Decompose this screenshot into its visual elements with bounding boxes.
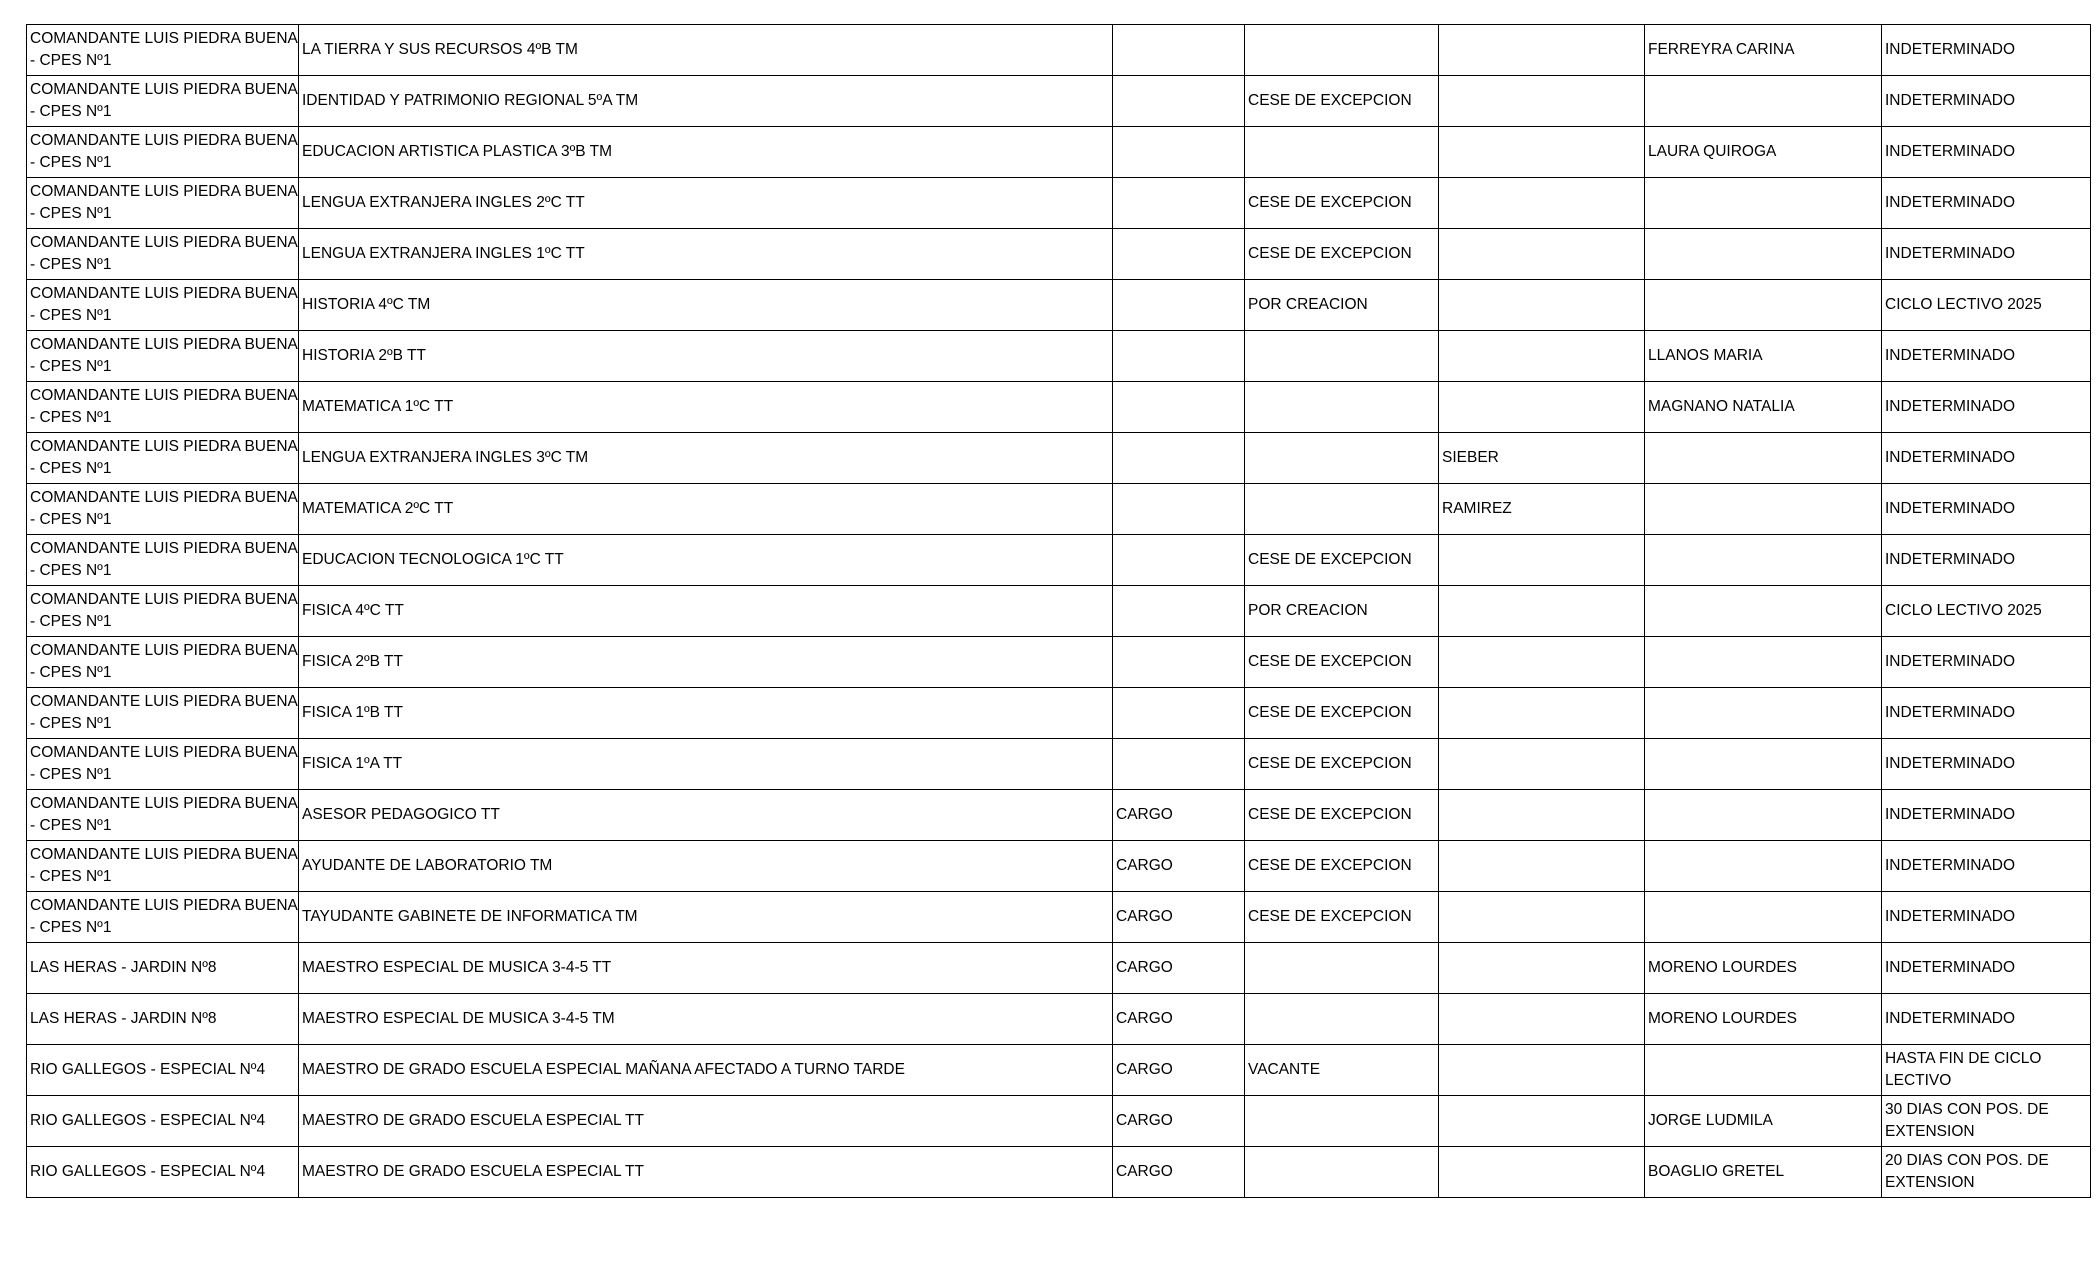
table-row (27, 586, 2091, 637)
position-type-cell (1113, 688, 1245, 739)
teacher-cell (1645, 739, 1882, 790)
holder-cell (1439, 280, 1645, 331)
reason-cell (1245, 994, 1439, 1045)
holder-cell (1439, 637, 1645, 688)
subject-cell: MAESTRO ESPECIAL DE MUSICA 3-4-5 TM (299, 994, 1113, 1045)
holder-cell (1439, 1096, 1645, 1147)
reason-cell: POR CREACION (1245, 586, 1439, 637)
subject-cell: EDUCACION TECNOLOGICA 1ºC TT (299, 535, 1113, 586)
teacher-cell (1645, 841, 1882, 892)
position-type-cell (1113, 382, 1245, 433)
table-body (27, 25, 2091, 1198)
holder-cell (1439, 76, 1645, 127)
period-cell: INDETERMINADO (1882, 994, 2091, 1045)
table-row (27, 178, 2091, 229)
holder-cell (1439, 688, 1645, 739)
school-cell: LAS HERAS - JARDIN Nº8 (27, 943, 299, 994)
subject-cell: MATEMATICA 1ºC TT (299, 382, 1113, 433)
table-row (27, 892, 2091, 943)
position-type-cell (1113, 586, 1245, 637)
table-row (27, 1096, 2091, 1147)
period-cell: CICLO LECTIVO 2025 (1882, 280, 2091, 331)
reason-cell: CESE DE EXCEPCION (1245, 841, 1439, 892)
holder-cell (1439, 229, 1645, 280)
position-type-cell: CARGO (1113, 790, 1245, 841)
period-cell: INDETERMINADO (1882, 892, 2091, 943)
period-cell: INDETERMINADO (1882, 841, 2091, 892)
teacher-cell (1645, 892, 1882, 943)
school-cell: COMANDANTE LUIS PIEDRA BUENA - CPES Nº1 (27, 535, 299, 586)
position-type-cell (1113, 331, 1245, 382)
period-cell: 20 DIAS CON POS. DE EXTENSION (1882, 1147, 2091, 1198)
school-cell: COMANDANTE LUIS PIEDRA BUENA - CPES Nº1 (27, 637, 299, 688)
subject-cell: MAESTRO ESPECIAL DE MUSICA 3-4-5 TT (299, 943, 1113, 994)
teacher-cell (1645, 586, 1882, 637)
school-cell: COMANDANTE LUIS PIEDRA BUENA - CPES Nº1 (27, 841, 299, 892)
holder-cell (1439, 790, 1645, 841)
position-type-cell: CARGO (1113, 994, 1245, 1045)
holder-cell (1439, 127, 1645, 178)
reason-cell: CESE DE EXCEPCION (1245, 637, 1439, 688)
position-type-cell: CARGO (1113, 1045, 1245, 1096)
subject-cell: LENGUA EXTRANJERA INGLES 3ºC TM (299, 433, 1113, 484)
holder-cell (1439, 841, 1645, 892)
holder-cell (1439, 943, 1645, 994)
period-cell: INDETERMINADO (1882, 790, 2091, 841)
subject-cell: MAESTRO DE GRADO ESCUELA ESPECIAL MAÑANA AFECTADO A TURNO TARDE (299, 1045, 1113, 1096)
subject-cell: HISTORIA 4ºC TM (299, 280, 1113, 331)
reason-cell: CESE DE EXCEPCION (1245, 535, 1439, 586)
position-type-cell (1113, 178, 1245, 229)
position-type-cell: CARGO (1113, 1147, 1245, 1198)
teacher-cell: MORENO LOURDES (1645, 943, 1882, 994)
period-cell: INDETERMINADO (1882, 739, 2091, 790)
subject-cell: MATEMATICA 2ºC TT (299, 484, 1113, 535)
position-type-cell (1113, 229, 1245, 280)
teacher-cell: JORGE LUDMILA (1645, 1096, 1882, 1147)
position-type-cell: CARGO (1113, 1096, 1245, 1147)
school-cell: COMANDANTE LUIS PIEDRA BUENA - CPES Nº1 (27, 586, 299, 637)
school-cell: LAS HERAS - JARDIN Nº8 (27, 994, 299, 1045)
table-row (27, 943, 2091, 994)
teacher-cell (1645, 688, 1882, 739)
period-cell: INDETERMINADO (1882, 178, 2091, 229)
subject-cell: MAESTRO DE GRADO ESCUELA ESPECIAL TT (299, 1147, 1113, 1198)
holder-cell (1439, 994, 1645, 1045)
school-cell: COMANDANTE LUIS PIEDRA BUENA - CPES Nº1 (27, 739, 299, 790)
reason-cell: CESE DE EXCEPCION (1245, 76, 1439, 127)
school-cell: COMANDANTE LUIS PIEDRA BUENA - CPES Nº1 (27, 229, 299, 280)
subject-cell: IDENTIDAD Y PATRIMONIO REGIONAL 5ºA TM (299, 76, 1113, 127)
school-cell: COMANDANTE LUIS PIEDRA BUENA - CPES Nº1 (27, 127, 299, 178)
subject-cell: FISICA 4ºC TT (299, 586, 1113, 637)
table-row (27, 382, 2091, 433)
period-cell: INDETERMINADO (1882, 229, 2091, 280)
teacher-cell: MORENO LOURDES (1645, 994, 1882, 1045)
reason-cell (1245, 433, 1439, 484)
teacher-cell (1645, 178, 1882, 229)
teacher-cell (1645, 433, 1882, 484)
period-cell: INDETERMINADO (1882, 637, 2091, 688)
teacher-cell: BOAGLIO GRETEL (1645, 1147, 1882, 1198)
holder-cell (1439, 331, 1645, 382)
period-cell: INDETERMINADO (1882, 25, 2091, 76)
school-cell: COMANDANTE LUIS PIEDRA BUENA - CPES Nº1 (27, 178, 299, 229)
teacher-cell: LAURA QUIROGA (1645, 127, 1882, 178)
table-row (27, 433, 2091, 484)
holder-cell (1439, 739, 1645, 790)
subject-cell: EDUCACION ARTISTICA PLASTICA 3ºB TM (299, 127, 1113, 178)
table-row (27, 280, 2091, 331)
position-type-cell: CARGO (1113, 841, 1245, 892)
table-row (27, 76, 2091, 127)
period-cell: INDETERMINADO (1882, 127, 2091, 178)
table-row (27, 331, 2091, 382)
holder-cell (1439, 382, 1645, 433)
position-type-cell: CARGO (1113, 943, 1245, 994)
reason-cell: CESE DE EXCEPCION (1245, 688, 1439, 739)
period-cell: CICLO LECTIVO 2025 (1882, 586, 2091, 637)
reason-cell: POR CREACION (1245, 280, 1439, 331)
reason-cell (1245, 25, 1439, 76)
table-row (27, 229, 2091, 280)
holder-cell: RAMIREZ (1439, 484, 1645, 535)
position-type-cell: CARGO (1113, 892, 1245, 943)
school-cell: COMANDANTE LUIS PIEDRA BUENA - CPES Nº1 (27, 76, 299, 127)
subject-cell: FISICA 1ºA TT (299, 739, 1113, 790)
table-row (27, 739, 2091, 790)
school-cell: RIO GALLEGOS - ESPECIAL Nº4 (27, 1045, 299, 1096)
subject-cell: FISICA 1ºB TT (299, 688, 1113, 739)
subject-cell: LENGUA EXTRANJERA INGLES 2ºC TT (299, 178, 1113, 229)
teacher-cell (1645, 229, 1882, 280)
school-cell: COMANDANTE LUIS PIEDRA BUENA - CPES Nº1 (27, 25, 299, 76)
holder-cell: SIEBER (1439, 433, 1645, 484)
teacher-cell: FERREYRA CARINA (1645, 25, 1882, 76)
period-cell: INDETERMINADO (1882, 331, 2091, 382)
holder-cell (1439, 1147, 1645, 1198)
reason-cell: CESE DE EXCEPCION (1245, 178, 1439, 229)
reason-cell (1245, 1147, 1439, 1198)
school-cell: COMANDANTE LUIS PIEDRA BUENA - CPES Nº1 (27, 382, 299, 433)
position-type-cell (1113, 739, 1245, 790)
school-cell: COMANDANTE LUIS PIEDRA BUENA - CPES Nº1 (27, 280, 299, 331)
period-cell: INDETERMINADO (1882, 76, 2091, 127)
reason-cell (1245, 127, 1439, 178)
subject-cell: TAYUDANTE GABINETE DE INFORMATICA TM (299, 892, 1113, 943)
subject-cell: ASESOR PEDAGOGICO TT (299, 790, 1113, 841)
period-cell: INDETERMINADO (1882, 535, 2091, 586)
teacher-cell (1645, 484, 1882, 535)
teacher-cell (1645, 637, 1882, 688)
holder-cell (1439, 586, 1645, 637)
position-type-cell (1113, 484, 1245, 535)
subject-cell: FISICA 2ºB TT (299, 637, 1113, 688)
table-row (27, 790, 2091, 841)
period-cell: INDETERMINADO (1882, 382, 2091, 433)
reason-cell: CESE DE EXCEPCION (1245, 229, 1439, 280)
holder-cell (1439, 25, 1645, 76)
teacher-cell (1645, 535, 1882, 586)
table-row (27, 25, 2091, 76)
position-type-cell (1113, 535, 1245, 586)
subject-cell: LENGUA EXTRANJERA INGLES 1ºC TT (299, 229, 1113, 280)
period-cell: INDETERMINADO (1882, 484, 2091, 535)
spreadsheet-page (26, 24, 2091, 1198)
position-type-cell (1113, 433, 1245, 484)
teacher-cell: MAGNANO NATALIA (1645, 382, 1882, 433)
teacher-cell (1645, 76, 1882, 127)
reason-cell: VACANTE (1245, 1045, 1439, 1096)
table-row (27, 535, 2091, 586)
school-cell: COMANDANTE LUIS PIEDRA BUENA - CPES Nº1 (27, 484, 299, 535)
school-cell: COMANDANTE LUIS PIEDRA BUENA - CPES Nº1 (27, 790, 299, 841)
holder-cell (1439, 892, 1645, 943)
school-cell: COMANDANTE LUIS PIEDRA BUENA - CPES Nº1 (27, 433, 299, 484)
holder-cell (1439, 1045, 1645, 1096)
table-row (27, 688, 2091, 739)
subject-cell: LA TIERRA Y SUS RECURSOS 4ºB TM (299, 25, 1113, 76)
reason-cell (1245, 331, 1439, 382)
table-row (27, 994, 2091, 1045)
school-cell: RIO GALLEGOS - ESPECIAL Nº4 (27, 1096, 299, 1147)
teacher-cell (1645, 1045, 1882, 1096)
reason-cell: CESE DE EXCEPCION (1245, 739, 1439, 790)
period-cell: INDETERMINADO (1882, 433, 2091, 484)
holder-cell (1439, 535, 1645, 586)
table-row (27, 484, 2091, 535)
school-cell: RIO GALLEGOS - ESPECIAL Nº4 (27, 1147, 299, 1198)
table-row (27, 1045, 2091, 1096)
holder-cell (1439, 178, 1645, 229)
position-type-cell (1113, 127, 1245, 178)
table-row (27, 127, 2091, 178)
position-type-cell (1113, 637, 1245, 688)
position-type-cell (1113, 280, 1245, 331)
reason-cell (1245, 382, 1439, 433)
teacher-cell (1645, 280, 1882, 331)
table-row (27, 841, 2091, 892)
teacher-cell (1645, 790, 1882, 841)
reason-cell: CESE DE EXCEPCION (1245, 892, 1439, 943)
reason-cell: CESE DE EXCEPCION (1245, 790, 1439, 841)
table-row (27, 1147, 2091, 1198)
period-cell: 30 DIAS CON POS. DE EXTENSION (1882, 1096, 2091, 1147)
school-cell: COMANDANTE LUIS PIEDRA BUENA - CPES Nº1 (27, 892, 299, 943)
reason-cell (1245, 943, 1439, 994)
period-cell: HASTA FIN DE CICLO LECTIVO (1882, 1045, 2091, 1096)
subject-cell: HISTORIA 2ºB TT (299, 331, 1113, 382)
school-cell: COMANDANTE LUIS PIEDRA BUENA - CPES Nº1 (27, 331, 299, 382)
subject-cell: MAESTRO DE GRADO ESCUELA ESPECIAL TT (299, 1096, 1113, 1147)
teacher-cell: LLANOS MARIA (1645, 331, 1882, 382)
position-type-cell (1113, 76, 1245, 127)
school-cell: COMANDANTE LUIS PIEDRA BUENA - CPES Nº1 (27, 688, 299, 739)
table-row (27, 637, 2091, 688)
subject-cell: AYUDANTE DE LABORATORIO TM (299, 841, 1113, 892)
vacancy-table (26, 24, 2091, 1198)
period-cell: INDETERMINADO (1882, 943, 2091, 994)
position-type-cell (1113, 25, 1245, 76)
reason-cell (1245, 1096, 1439, 1147)
reason-cell (1245, 484, 1439, 535)
period-cell: INDETERMINADO (1882, 688, 2091, 739)
